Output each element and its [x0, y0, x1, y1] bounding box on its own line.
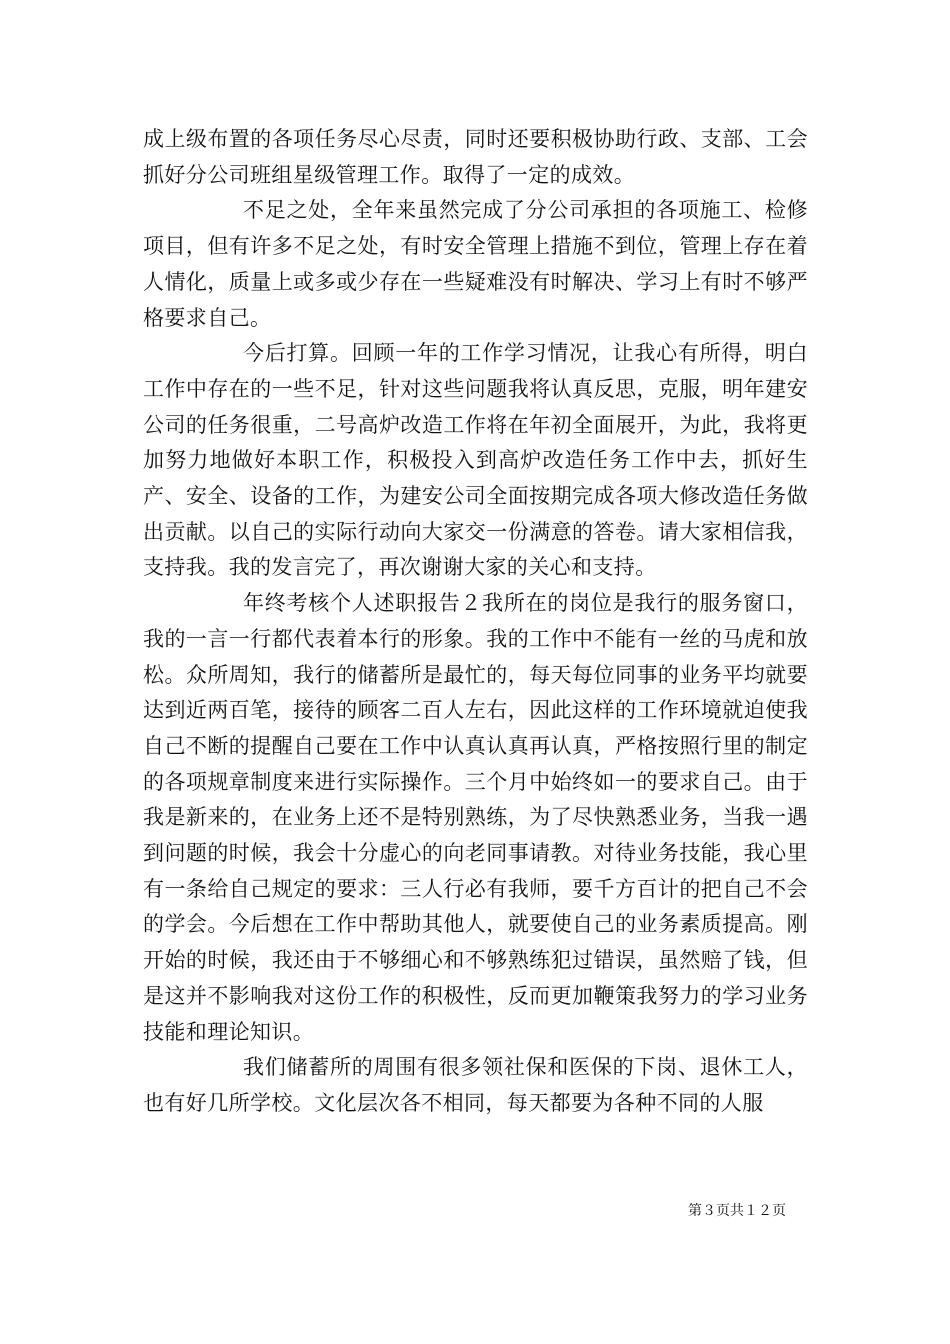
paragraph-continuation: 成上级布置的各项任务尽心尽责，同时还要积极协助行政、支部、工会抓好分公司班组星级管理工作。取得了一定的成效。 [143, 127, 808, 187]
page-number: 第３页共１２页 [688, 1203, 786, 1219]
paragraph-future-plans: 今后打算。回顾一年的工作学习情况，让我心有所得，明白工作中存在的一些不足，针对这些问题我将认真反思，克服，明年建安公司的任务很重，二号高炉改造工作将在年初全面展开，为此，我将更加努力地做好本职工作，积极投入到高炉改造任务工作中去，抓好生产、安全、设备的工作，为建安公司全面按期完成各项大修改造任务做出贡献。以自己的实际行动向大家交一份满意的答卷。请大家相信我，支持我。我的发言完了，再次谢谢大家的关心和支持。 [143, 341, 808, 580]
body-text [143, 122, 808, 1122]
paragraph-report-2: 年终考核个人述职报告２我所在的岗位是我行的服务窗口，我的一言一行都代表着本行的形象。我的工作中不能有一丝的马虎和放松。众所周知，我行的储蓄所是最忙的，每天每位同事的业务平均就要达到近两百笔，接待的顾客二百人左右，因此这样的工作环境就迫使我自己不断的提醒自己要在工作中认真认真再认真，严格按照行里的制定的各项规章制度来进行实际操作。三个月中始终如一的要求自己。由于我是新来的，在业务上还不是特别熟练，为了尽快熟悉业务，当我一遇到问题的时候，我会十分虚心的向老同事请教。对待业务技能，我心里有一条给自己规定的要求：三人行必有我师，要千方百计的把自己不会的学会。今后想在工作中帮助其他人，就要使自己的业务素质提高。刚开始的时候，我还由于不够细心和不够熟练犯过错误，虽然赔了钱，但是这并不影响我对这份工作的积极性，反而更加鞭策我努力的学习业务技能和理论知识。 [143, 591, 808, 1044]
paragraph-shortcomings: 不足之处，全年来虽然完成了分公司承担的各项施工、检修项目，但有许多不足之处，有时安全管理上措施不到位，管理上存在着人情化，质量上或多或少存在一些疑难没有时解决、学习上有时不够严格要求自己。 [143, 198, 808, 330]
paragraph-savings-office: 我们储蓄所的周围有很多领社保和医保的下岗、退休工人，也有好几所学校。文化层次各不相同，每天都要为各种不同的人服 [143, 1055, 808, 1115]
